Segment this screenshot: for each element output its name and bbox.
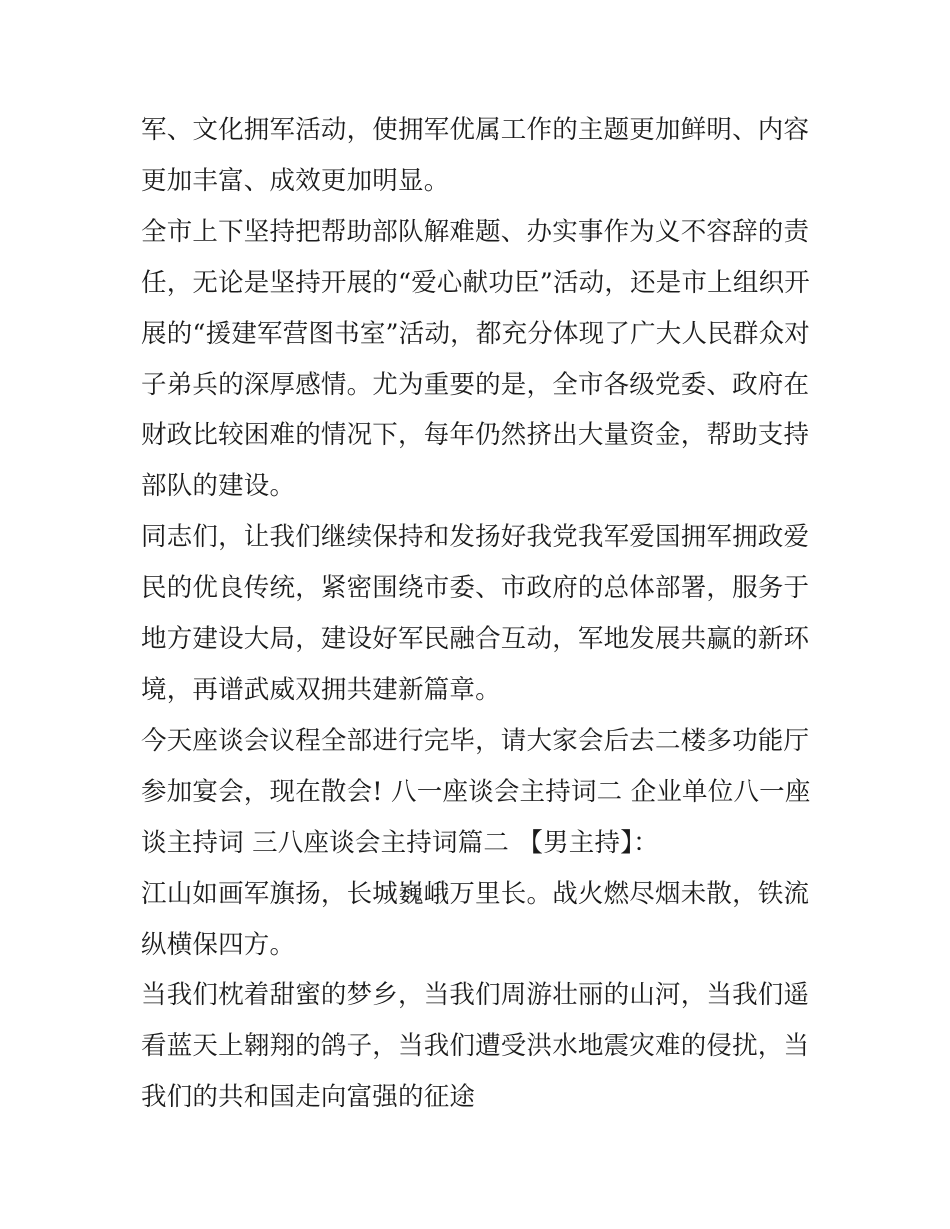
paragraph-4: 今天座谈会议程全部进行完毕，请大家会后去二楼多功能厅参加宴会，现在散会! 八一座谈会主持词二 企业单位八一座谈主持词 三八座谈会主持词篇二 【男主持】： <box>141 725 811 858</box>
paragraph-1: 军、文化拥军活动，使拥军优属工作的主题更加鲜明、内容更加丰富、成效更加明显。 <box>141 115 810 196</box>
paragraph-2: 全市上下坚持把帮助部队解难题、办实事作为义不容辞的责任，无论是坚持开展的“爱心献功臣”活动，还是市上组织开展的“援建军营图书室”活动，都充分体现了广大人民群众对子弟兵的深厚感情。尤为重要的是，全市各级党委、政府在财政比较困难的情况下，每年仍然挤出大量资金，帮助支持部队的建设。 <box>141 216 810 502</box>
paragraph-5: 江山如画军旗扬，长城巍峨万里长。战火燃尽烟未散，铁流纵横保四方。 <box>141 878 810 960</box>
document-body <box>141 105 813 1123</box>
paragraph-3: 同志们，让我们继续保持和发扬好我党我军爱国拥军拥政爱民的优良传统，紧密围绕市委、市政府的总体部署，服务于地方建设大局，建设好军民融合互动，军地发展共赢的新环境，再谱武威双拥共建新篇章。 <box>141 522 810 705</box>
paragraph-6: 当我们枕着甜蜜的梦乡，当我们周游壮丽的山河，当我们遥看蓝天上翱翔的鸽子，当我们遭受洪水地震灾难的侵扰，当我们的共和国走向富强的征途 <box>141 980 810 1113</box>
